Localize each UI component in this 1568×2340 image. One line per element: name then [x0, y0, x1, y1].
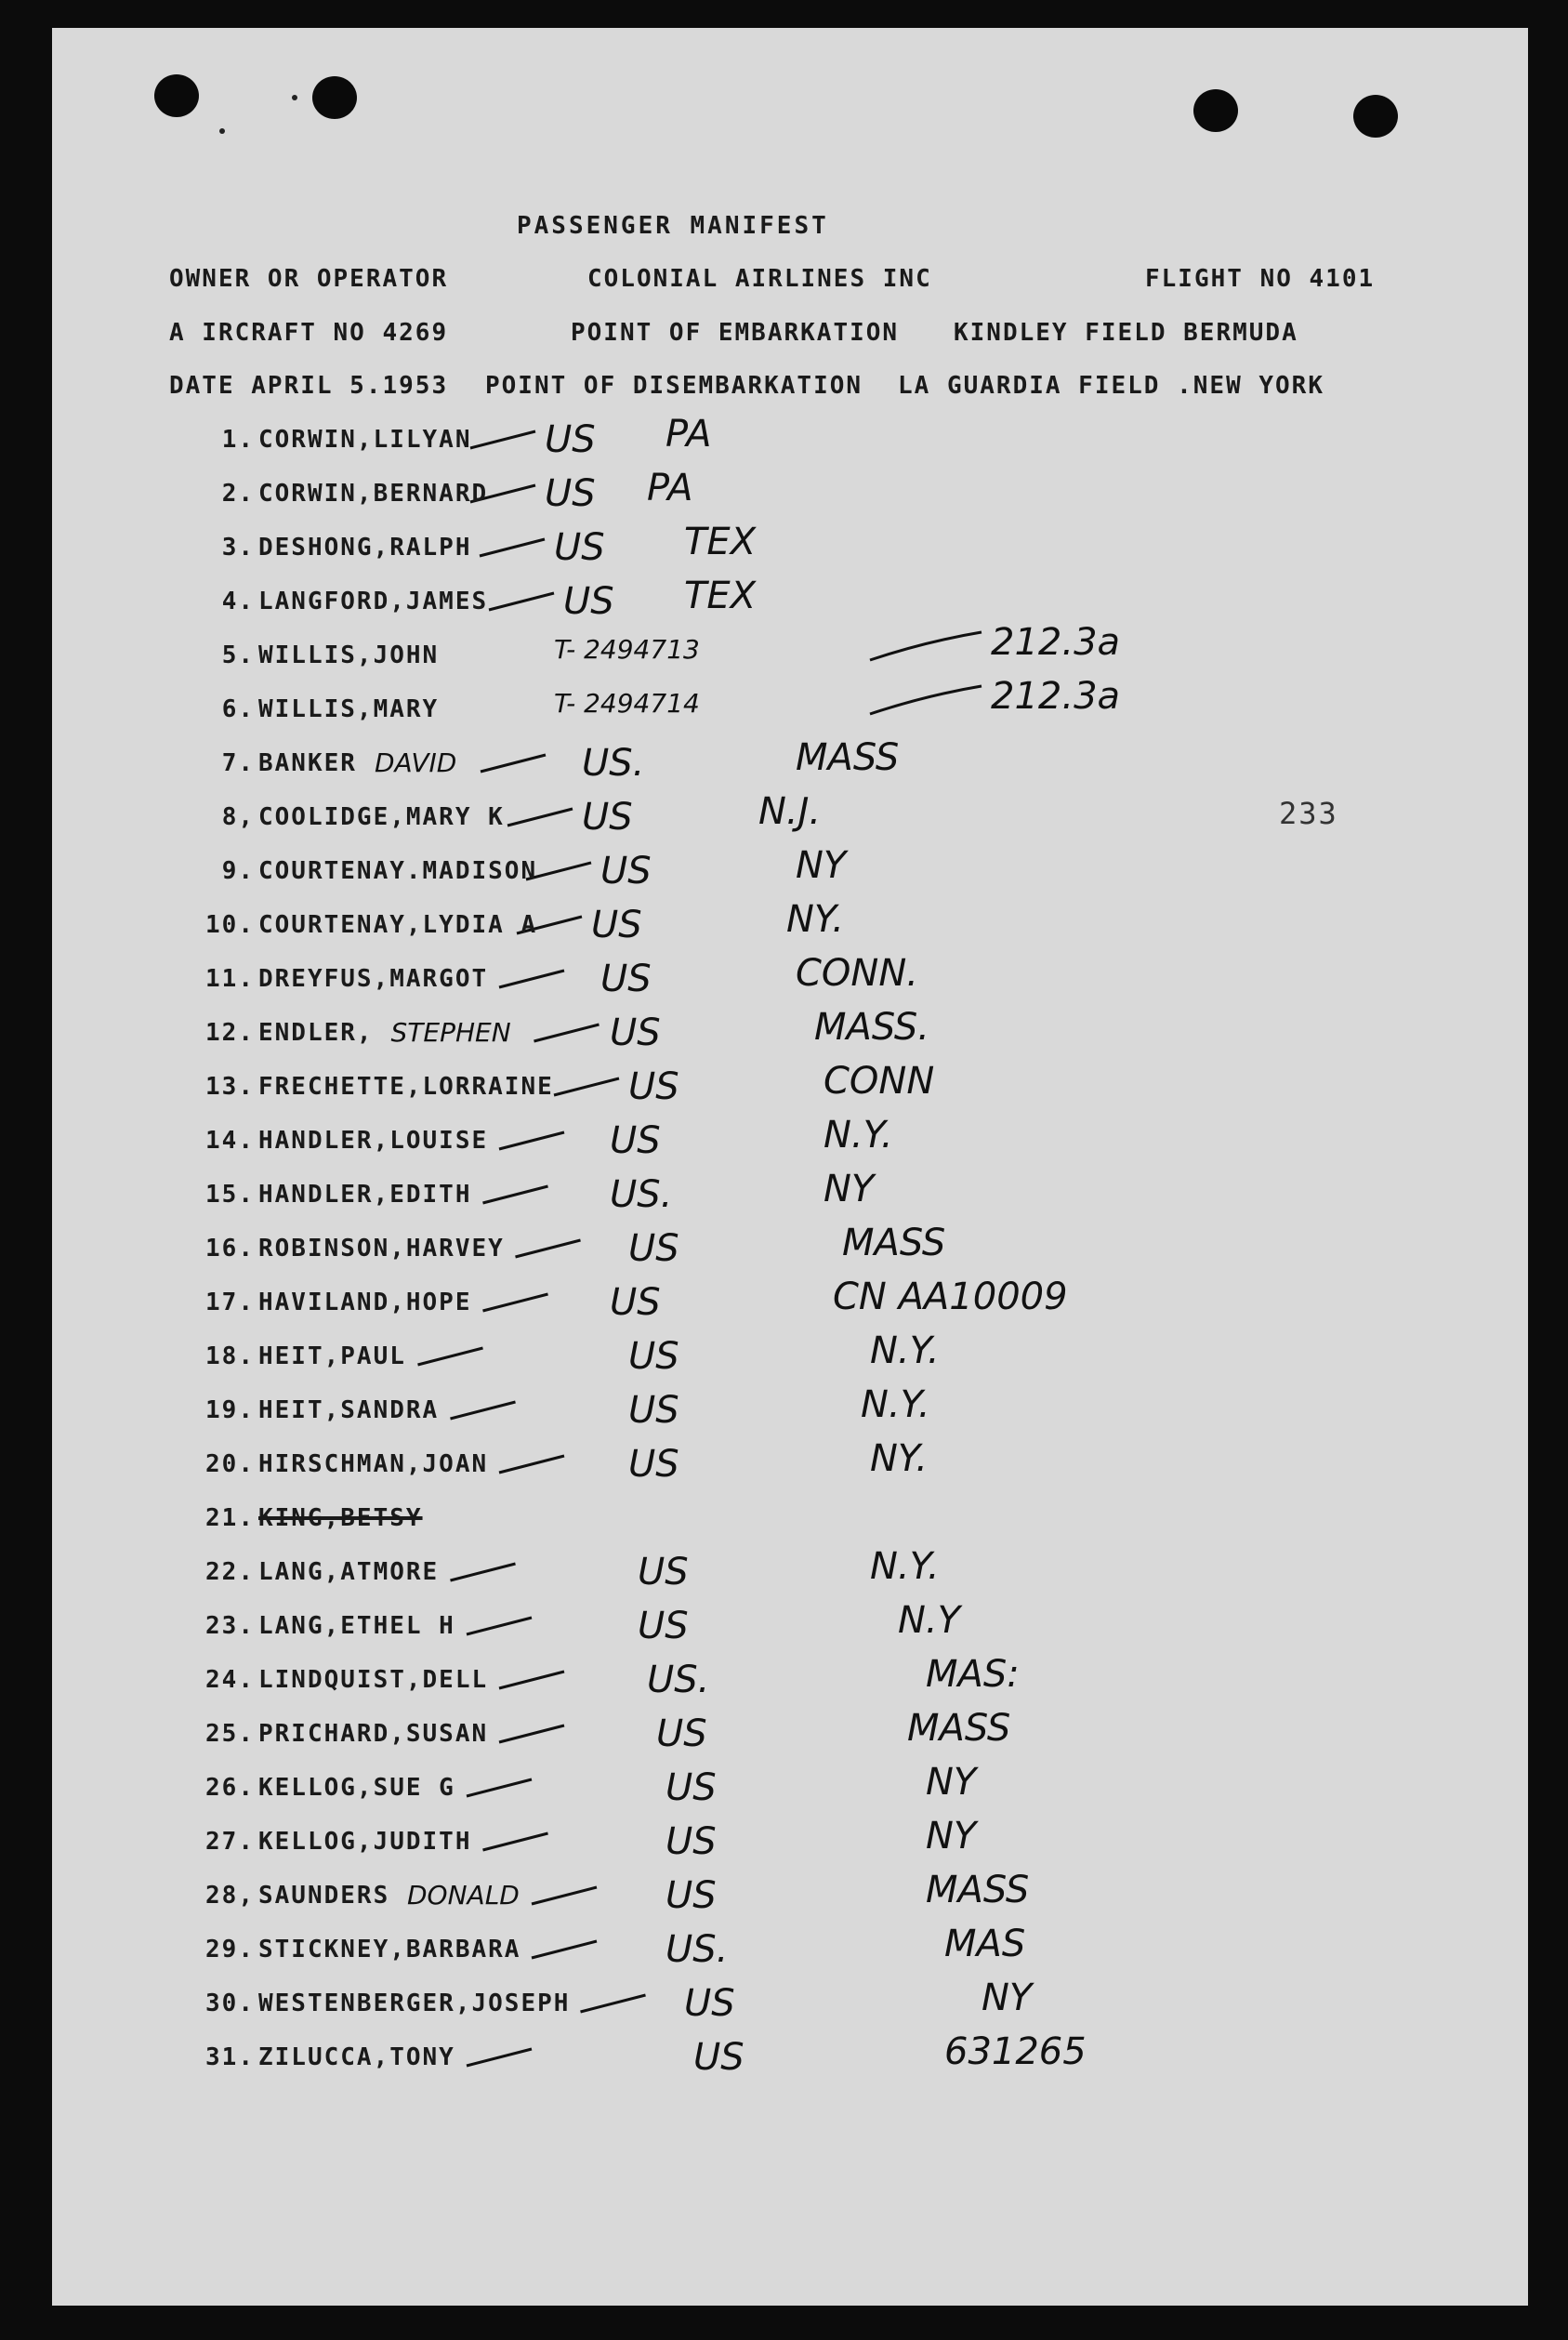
passenger-number: 28,	[205, 1882, 255, 1910]
passenger-number: 24.	[205, 1666, 255, 1694]
passenger-row	[52, 1437, 1528, 1487]
passenger-name: HEIT,SANDRA	[258, 1396, 440, 1424]
nationality: US	[600, 958, 652, 1000]
nationality: US	[582, 796, 633, 839]
passenger-name: KELLOG,SUE G	[258, 1774, 455, 1802]
passenger-number: 7.	[221, 749, 255, 777]
passenger-number: 10.	[205, 911, 255, 939]
passenger-name: HIRSCHMAN,JOAN	[258, 1450, 489, 1478]
passenger-number: 19.	[205, 1396, 255, 1424]
passenger-row	[52, 2030, 1528, 2081]
home-state: NY	[824, 1168, 875, 1210]
passenger-name: WILLIS,MARY	[258, 695, 440, 723]
manifest-page	[52, 28, 1528, 2306]
passenger-name: ENDLER,	[258, 1019, 374, 1047]
passenger-number: 5.	[221, 641, 255, 669]
visa-code: 212.3a	[991, 621, 1121, 664]
passenger-number: 6.	[221, 695, 255, 723]
passenger-number: 22.	[205, 1558, 255, 1586]
passenger-number: 16.	[205, 1235, 255, 1263]
passenger-row	[52, 1504, 1528, 1541]
nationality: US	[563, 580, 614, 623]
passenger-name: LANGFORD,JAMES	[258, 588, 489, 615]
passenger-row	[52, 1383, 1528, 1434]
passenger-name: STICKNEY,BARBARA	[258, 1936, 521, 1963]
nationality: US.	[665, 1928, 729, 1971]
passenger-number: 15.	[205, 1181, 255, 1209]
travel-document-number: T- 2494714	[554, 688, 700, 719]
home-state: NY	[982, 1976, 1033, 2019]
passenger-number: 12.	[205, 1019, 255, 1047]
nationality: US	[628, 1443, 679, 1486]
home-state: NY	[796, 844, 847, 887]
passenger-name: COOLIDGE,MARY K	[258, 803, 505, 831]
passenger-row	[52, 844, 1528, 894]
nationality: US	[610, 1011, 661, 1054]
manifest-date: DATE APRIL 5.1953	[169, 372, 449, 400]
passenger-row	[52, 1222, 1528, 1272]
flight-number: FLIGHT NO 4101	[1145, 265, 1376, 293]
passenger-name: DREYFUS,MARGOT	[258, 965, 489, 993]
passenger-name: FRECHETTE,LORRAINE	[258, 1073, 554, 1101]
passenger-name: PRICHARD,SUSAN	[258, 1720, 489, 1748]
home-state: TEX	[684, 575, 757, 617]
home-state: N.Y.	[824, 1114, 893, 1157]
home-state: N.Y	[898, 1599, 961, 1642]
passenger-number: 27.	[205, 1828, 255, 1856]
passenger-row	[52, 1923, 1528, 1973]
nationality: US	[554, 526, 605, 569]
passenger-number: 26.	[205, 1774, 255, 1802]
nationality: US	[610, 1119, 661, 1162]
nationality: US	[545, 418, 596, 461]
nationality: US	[665, 1820, 717, 1863]
nationality: US	[684, 1982, 735, 2025]
nationality: US	[628, 1065, 679, 1108]
home-state: N.Y.	[870, 1329, 940, 1372]
home-state: MAS:	[926, 1653, 1020, 1696]
aircraft-number: A IRCRAFT NO 4269	[169, 319, 449, 347]
nationality: US	[600, 850, 652, 892]
home-state: NY	[926, 1815, 977, 1857]
passenger-row	[52, 1545, 1528, 1595]
handwritten-first-name: DONALD	[407, 1880, 520, 1910]
owner-label: OWNER OR OPERATOR	[169, 265, 449, 293]
passenger-number: 21.	[205, 1504, 255, 1532]
embarkation-label: POINT OF EMBARKATION	[571, 319, 900, 347]
passenger-name: HAVILAND,HOPE	[258, 1289, 472, 1316]
passenger-row	[52, 736, 1528, 787]
nationality: US	[628, 1227, 679, 1270]
passenger-row	[52, 467, 1528, 517]
nationality: US.	[610, 1173, 673, 1216]
passenger-number: 23.	[205, 1612, 255, 1640]
disembarkation-label: POINT OF DISEMBARKATION	[485, 372, 863, 400]
home-state: CN AA10009	[833, 1276, 1068, 1318]
passenger-name: HANDLER,LOUISE	[258, 1127, 489, 1155]
passenger-name: HEIT,PAUL	[258, 1342, 406, 1370]
passenger-number: 25.	[205, 1720, 255, 1748]
passenger-row	[52, 675, 1528, 733]
home-state: NY.	[786, 898, 844, 941]
home-state: N.J.	[758, 790, 822, 833]
passenger-name: DESHONG,RALPH	[258, 534, 472, 562]
home-state: PA	[665, 413, 712, 456]
passenger-name: WESTENBERGER,JOSEPH	[258, 1990, 571, 2017]
passenger-number: 18.	[205, 1342, 255, 1370]
nationality: US	[591, 904, 642, 946]
passenger-number: 14.	[205, 1127, 255, 1155]
passenger-row	[52, 952, 1528, 1002]
passenger-name: ZILUCCA,TONY	[258, 2043, 455, 2071]
nationality: US	[693, 2036, 744, 2079]
nationality: US	[610, 1281, 661, 1324]
passenger-row	[52, 1114, 1528, 1164]
home-state: MAS	[944, 1923, 1026, 1965]
passenger-number: 17.	[205, 1289, 255, 1316]
passenger-row	[52, 621, 1528, 679]
visa-code: 212.3a	[991, 675, 1121, 718]
passenger-row	[52, 790, 1528, 840]
page-number-stamp: 233	[1279, 796, 1338, 831]
passenger-row	[52, 1976, 1528, 2027]
passenger-name: SAUNDERS	[258, 1882, 390, 1910]
passenger-row	[52, 1815, 1528, 1865]
passenger-name: COURTENAY,LYDIA A	[258, 911, 538, 939]
nationality: US	[638, 1551, 689, 1593]
home-state: PA	[647, 467, 693, 509]
owner-value: COLONIAL AIRLINES INC	[587, 265, 932, 293]
passenger-name: LINDQUIST,DELL	[258, 1666, 489, 1694]
home-state: NY.	[870, 1437, 928, 1480]
travel-document-number: T- 2494713	[554, 634, 700, 665]
passenger-number: 30.	[205, 1990, 255, 2017]
disembarkation-value: LA GUARDIA FIELD .NEW YORK	[898, 372, 1324, 400]
passenger-row	[52, 1060, 1528, 1110]
passenger-number: 20.	[205, 1450, 255, 1478]
nationality: US	[656, 1712, 707, 1755]
nationality: US	[665, 1766, 717, 1809]
manifest-title: PASSENGER MANIFEST	[517, 212, 829, 240]
passenger-name: KING,BETSY	[258, 1504, 423, 1532]
nationality: US.	[582, 742, 645, 785]
passenger-row	[52, 1707, 1528, 1757]
handwritten-first-name: DAVID	[375, 747, 457, 778]
home-state: CONN	[824, 1060, 935, 1103]
passenger-number: 1.	[221, 426, 255, 454]
passenger-row	[52, 1869, 1528, 1919]
passenger-row	[52, 1276, 1528, 1326]
passenger-name: LANG,ATMORE	[258, 1558, 440, 1586]
home-state: MASS	[907, 1707, 1011, 1750]
passenger-number: 13.	[205, 1073, 255, 1101]
nationality: US	[665, 1874, 717, 1917]
nationality: US	[628, 1389, 679, 1432]
passenger-row	[52, 1329, 1528, 1380]
home-state: 631265	[944, 2030, 1087, 2073]
passenger-name: WILLIS,JOHN	[258, 641, 440, 669]
passenger-row	[52, 1653, 1528, 1703]
embarkation-value: KINDLEY FIELD BERMUDA	[954, 319, 1298, 347]
home-state: TEX	[684, 521, 757, 563]
home-state: MASS	[796, 736, 900, 779]
passenger-name: KELLOG,JUDITH	[258, 1828, 472, 1856]
passenger-number: 8,	[221, 803, 255, 831]
passenger-name: CORWIN,BERNARD	[258, 480, 489, 508]
home-state: MASS	[842, 1222, 946, 1264]
home-state: N.Y.	[861, 1383, 930, 1426]
passenger-row	[52, 1006, 1528, 1056]
nationality: US	[628, 1335, 679, 1378]
passenger-row	[52, 413, 1528, 463]
passenger-number: 29.	[205, 1936, 255, 1963]
passenger-row	[52, 898, 1528, 948]
home-state: MASS	[926, 1869, 1030, 1911]
passenger-number: 31.	[205, 2043, 255, 2071]
passenger-row	[52, 1168, 1528, 1218]
passenger-name: HANDLER,EDITH	[258, 1181, 472, 1209]
passenger-row	[52, 1599, 1528, 1649]
passenger-name: ROBINSON,HARVEY	[258, 1235, 505, 1263]
home-state: NY	[926, 1761, 977, 1804]
passenger-row	[52, 1761, 1528, 1811]
passenger-number: 9.	[221, 857, 255, 885]
passenger-number: 2.	[221, 480, 255, 508]
nationality: US	[638, 1605, 689, 1647]
passenger-row	[52, 521, 1528, 571]
nationality: US	[545, 472, 596, 515]
passenger-name: COURTENAY.MADISON	[258, 857, 538, 885]
passenger-number: 4.	[221, 588, 255, 615]
passenger-name: LANG,ETHEL H	[258, 1612, 455, 1640]
home-state: CONN.	[796, 952, 918, 995]
passenger-name: CORWIN,LILYAN	[258, 426, 472, 454]
passenger-number: 11.	[205, 965, 255, 993]
passenger-name: BANKER	[258, 749, 357, 777]
home-state: N.Y.	[870, 1545, 940, 1588]
home-state: MASS.	[814, 1006, 929, 1049]
nationality: US.	[647, 1659, 710, 1701]
handwritten-first-name: STEPHEN	[390, 1017, 511, 1048]
passenger-number: 3.	[221, 534, 255, 562]
passenger-row	[52, 575, 1528, 625]
